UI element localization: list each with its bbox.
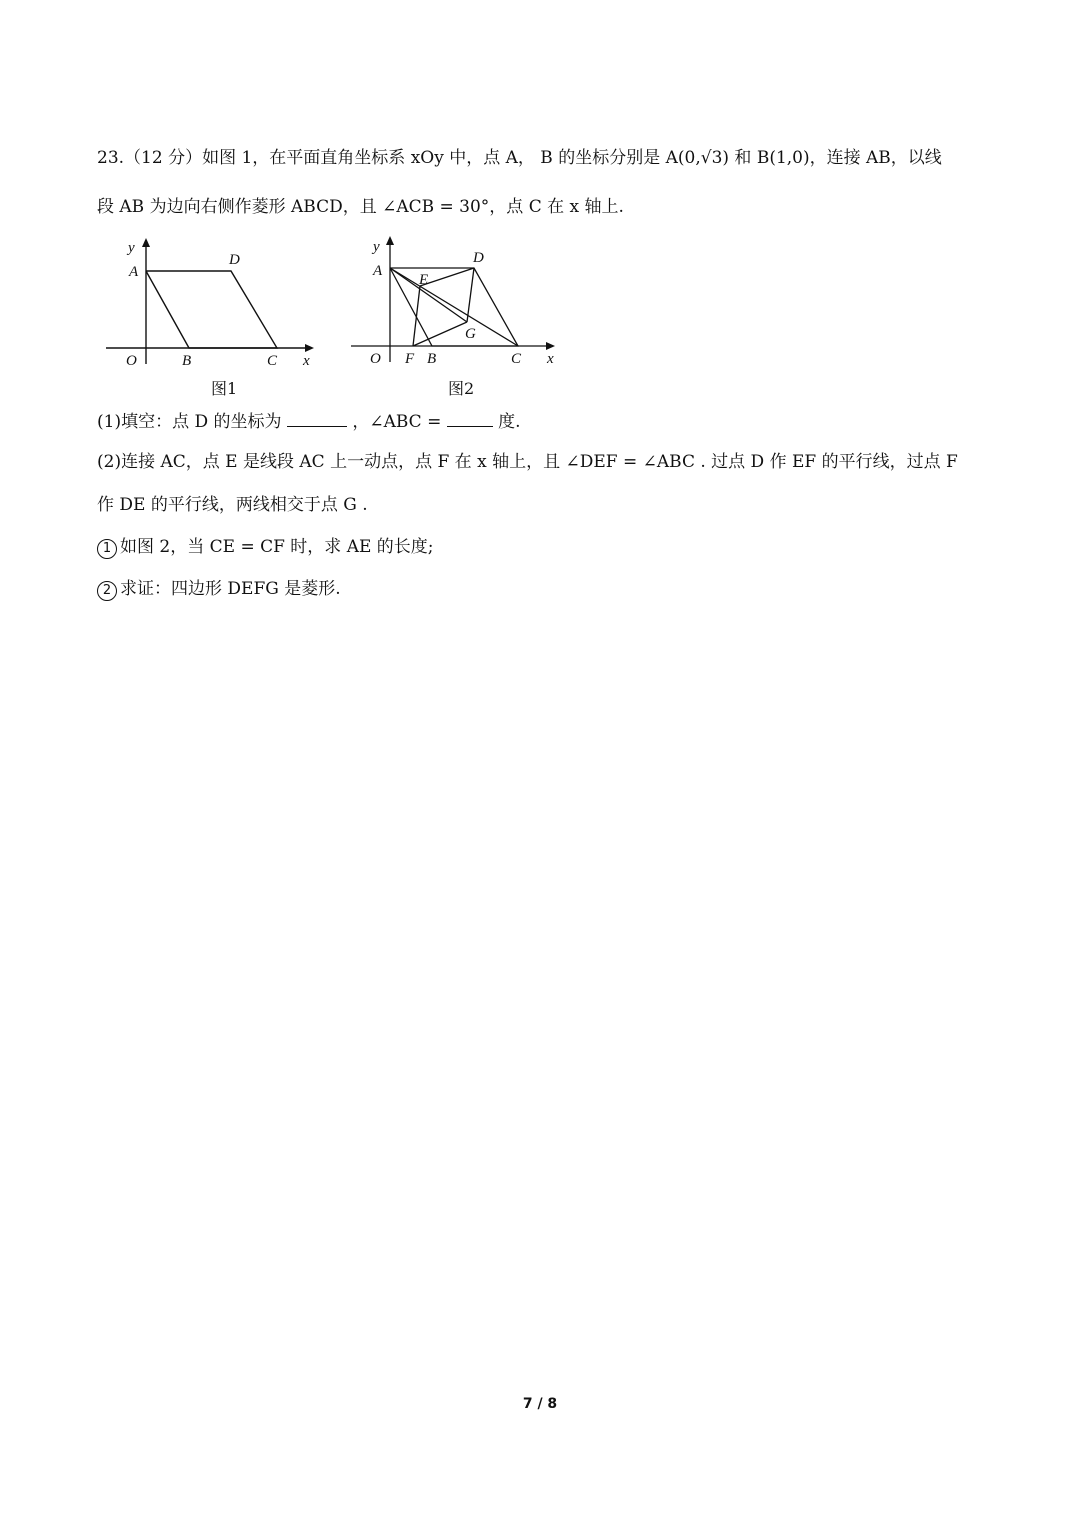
- sub-question-1: [97, 535, 434, 559]
- figure-1: [100, 234, 330, 378]
- fig2-x-arrow: [546, 342, 555, 350]
- page-number: 7 / 8: [522, 1396, 558, 1412]
- fig2-label-E: E: [419, 272, 429, 288]
- question-2-line-1: (2)连接 AC，点 E 是线段 AC 上一动点，点 F 在 x 轴上，且 ∠DEF = ∠ABC . 过点 D 作 EF 的平行线，过点 F: [97, 452, 958, 472]
- circled-number-2: 2: [97, 581, 117, 601]
- fig2-label-A: A: [373, 263, 383, 279]
- sub1-text: 如图 2，当 CE = CF 时，求 AE 的长度;: [120, 537, 434, 557]
- fig2-label-D: D: [473, 250, 484, 266]
- question-1: [97, 408, 521, 434]
- fig2-segment-DG: [467, 268, 474, 322]
- sub-question-2: [97, 577, 341, 601]
- circled-number-1: 1: [97, 539, 117, 559]
- fig2-label-y: y: [373, 239, 380, 255]
- fig1-label-A: A: [129, 264, 139, 280]
- q1-prefix: (1)填空：点 D 的坐标为: [97, 412, 282, 432]
- q1-suffix: 度.: [498, 412, 521, 432]
- fig1-label-B: B: [182, 353, 192, 369]
- figure-1-caption: 图1: [211, 379, 238, 398]
- fig2-y-arrow: [386, 236, 394, 245]
- problem-line-2: 段 AB 为边向右侧作菱形 ABCD，且 ∠ACB = 30°，点 C 在 x 轴上.: [97, 197, 624, 217]
- fig1-x-arrow: [305, 344, 314, 352]
- fig1-label-x: x: [303, 353, 310, 369]
- fig1-label-O: O: [126, 353, 137, 369]
- figure-2: [347, 232, 567, 376]
- fig2-label-O: O: [370, 351, 381, 367]
- question-2-line-2: 作 DE 的平行线，两线相交于点 G .: [97, 495, 368, 515]
- fig1-label-y: y: [128, 240, 135, 256]
- fig1-label-D: D: [229, 252, 240, 268]
- fig2-label-F: F: [405, 351, 415, 367]
- problem-line-1: 23.（12 分）如图 1，在平面直角坐标系 xOy 中，点 A， B 的坐标分别是 A(0,√3) 和 B(1,0)，连接 AB，以线: [97, 148, 942, 168]
- fig1-rhombus: [146, 271, 277, 348]
- fig2-label-x: x: [547, 351, 554, 367]
- q1-blank-angle: [447, 408, 493, 427]
- q1-middle: ，∠ABC =: [352, 412, 442, 432]
- fig2-segment-EF: [413, 286, 420, 346]
- fig2-diagonal-AC: [390, 268, 518, 346]
- fig1-y-arrow: [142, 238, 150, 247]
- fig1-label-C: C: [267, 353, 278, 369]
- q1-blank-coordinate: [287, 408, 347, 427]
- fig2-segment-AG: [390, 268, 467, 322]
- sub2-text: 求证：四边形 DEFG 是菱形.: [120, 579, 341, 599]
- fig2-label-B: B: [427, 351, 437, 367]
- figure-2-caption: 图2: [448, 379, 475, 398]
- fig2-label-G: G: [465, 326, 476, 342]
- fig2-label-C: C: [511, 351, 522, 367]
